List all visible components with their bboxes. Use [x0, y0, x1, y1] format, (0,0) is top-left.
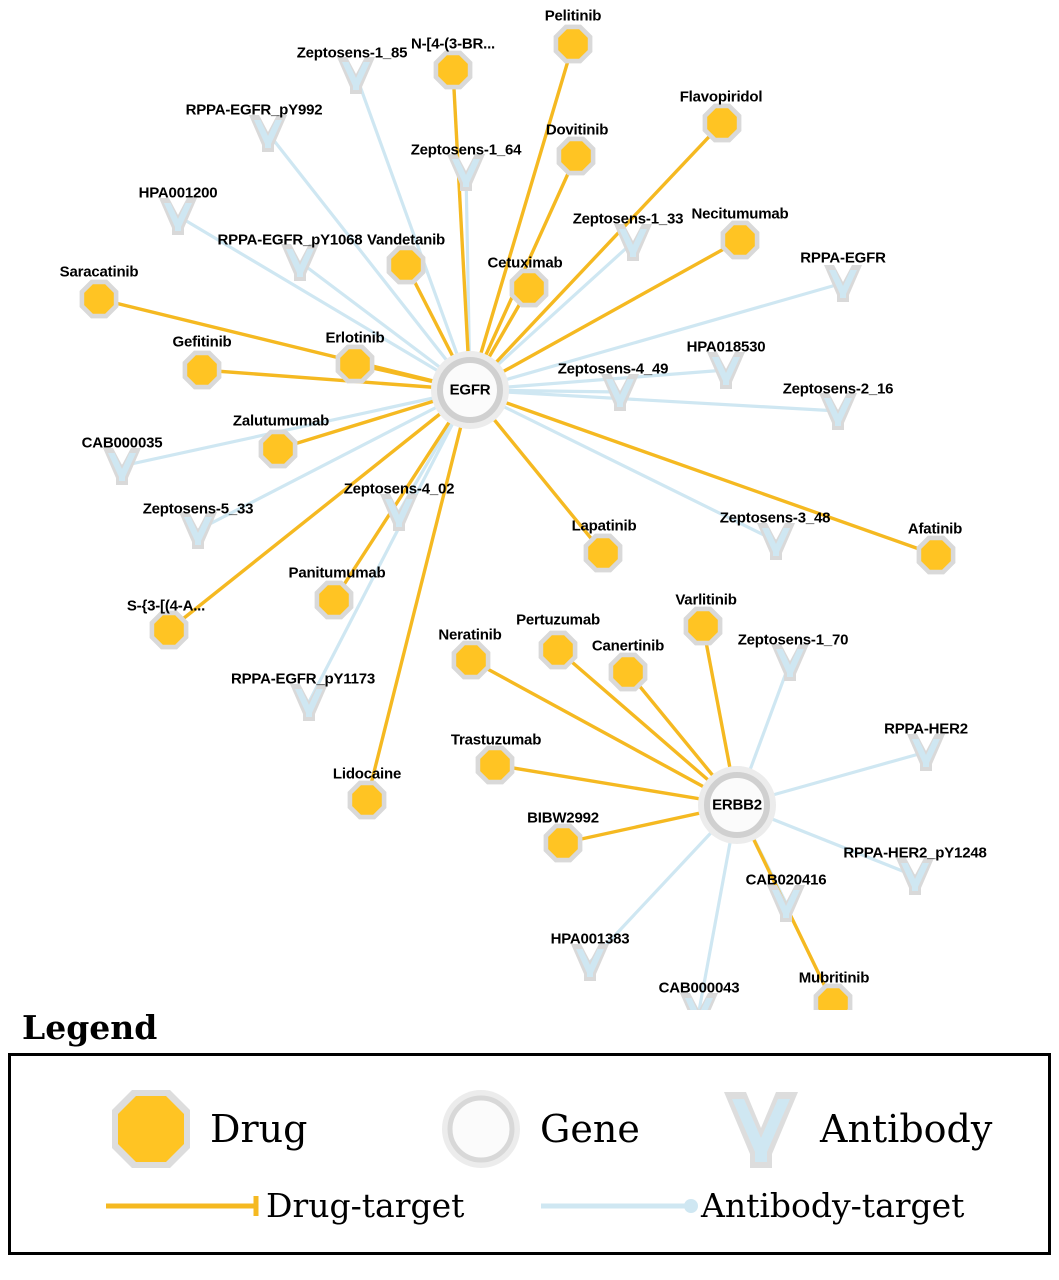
node-label: RPPA-EGFR_pY1068 [217, 231, 363, 249]
node-label: Zeptosens-2_16 [782, 380, 894, 398]
node-label: Dovitinib [545, 121, 609, 139]
node-label: Zeptosens-3_48 [719, 509, 831, 527]
drug-shape [725, 225, 755, 255]
drug-node[interactable] [684, 607, 723, 646]
node-label: Vandetanib [366, 231, 446, 249]
drug-node[interactable] [452, 641, 491, 680]
legend-label-drug-edge: Drug-target [266, 1186, 465, 1225]
node-label: Lidocaine [332, 765, 402, 783]
node-label: Trastuzumab [450, 731, 542, 749]
drug-node[interactable] [315, 581, 354, 620]
drug-node[interactable] [539, 631, 578, 670]
antibody-node[interactable] [771, 644, 809, 681]
drug-shape [154, 615, 184, 645]
drug-shape [707, 108, 737, 138]
drug-node[interactable] [259, 430, 298, 469]
legend-title: Legend [22, 1008, 158, 1047]
node-label: EGFR [449, 381, 491, 399]
node-label: Varlitinib [675, 591, 737, 609]
legend [0, 1008, 1059, 1255]
drug-shape [456, 645, 486, 675]
drug-shape [438, 55, 468, 85]
drug-node[interactable] [814, 984, 853, 1010]
antibody-node[interactable] [103, 448, 141, 485]
drug-node[interactable] [348, 781, 387, 820]
drug-node[interactable] [387, 246, 426, 285]
node-label: Saracatinib [59, 263, 139, 281]
drug-edge [470, 44, 573, 390]
drug-node[interactable] [554, 25, 593, 64]
legend-item-gene [436, 1084, 640, 1174]
node-label: Afatinib [907, 520, 963, 538]
node-label: Zalutumumab [232, 412, 330, 430]
drug-shape [187, 355, 217, 385]
node-label: Zeptosens-4_02 [343, 480, 455, 498]
edges-layer [99, 44, 936, 1010]
node-label: HPA001200 [138, 184, 218, 202]
drug-shape [921, 540, 951, 570]
node-label: Zeptosens-1_85 [296, 44, 408, 62]
node-label: Lapatinib [571, 517, 637, 535]
antibody-node[interactable] [757, 523, 795, 560]
antibody-node[interactable] [290, 684, 328, 721]
legend-label-gene: Gene [540, 1107, 640, 1151]
node-label: Zeptosens-5_33 [142, 500, 254, 518]
node-label: RPPA-EGFR_pY992 [185, 101, 323, 119]
drug-shape [543, 635, 573, 665]
drug-shape [548, 828, 578, 858]
node-label: CAB000035 [81, 434, 163, 452]
legend-item-antibody-edge [541, 1186, 964, 1225]
antibody-node[interactable] [179, 512, 217, 549]
drug-icon [106, 1084, 196, 1174]
legend-label-antibody-edge: Antibody-target [701, 1186, 965, 1225]
node-label: Flavopiridol [679, 88, 763, 106]
drug-edge-icon [106, 1191, 266, 1221]
drug-shape [613, 657, 643, 687]
drug-shape [319, 585, 349, 615]
node-label: BIBW2992 [527, 809, 599, 827]
antibody-node[interactable] [824, 265, 862, 302]
antibody-node[interactable] [907, 734, 945, 771]
drug-shape [561, 141, 591, 171]
node-label: Zeptosens-1_64 [410, 141, 522, 159]
drug-shape [340, 349, 370, 379]
legend-item-drug-edge [106, 1186, 464, 1225]
node-label: Panitumumab [288, 564, 386, 582]
antibody-edge-icon [541, 1191, 701, 1221]
node-label: Pertuzumab [516, 611, 600, 629]
node-label: Necitumumab [691, 205, 789, 223]
drug-edge [470, 390, 936, 555]
node-label: RPPA-EGFR [800, 249, 886, 267]
antibody-node[interactable] [571, 944, 609, 981]
drug-node[interactable] [917, 536, 956, 575]
drug-node[interactable] [557, 137, 596, 176]
legend-edge-row [11, 1186, 1048, 1246]
drug-node[interactable] [609, 653, 648, 692]
antibody-node[interactable] [249, 115, 287, 152]
node-label: Neratinib [438, 626, 502, 644]
drug-shape [391, 250, 421, 280]
drug-shape [263, 434, 293, 464]
node-label: CAB000043 [658, 979, 740, 997]
node-label: Zeptosens-1_33 [572, 210, 684, 228]
node-label: Canertinib [591, 637, 665, 655]
drug-node[interactable] [336, 345, 375, 384]
drug-shape [514, 273, 544, 303]
legend-node-row [11, 1084, 1048, 1174]
node-label: Erlotinib [325, 329, 385, 347]
drug-node[interactable] [434, 51, 473, 90]
node-label: Zeptosens-1_70 [737, 631, 849, 649]
gene-icon [436, 1084, 526, 1174]
drug-node[interactable] [476, 746, 515, 785]
drug-shape [84, 284, 114, 314]
node-label: Pelitinib [544, 7, 602, 25]
node-label: CAB020416 [745, 871, 827, 889]
node-label: RPPA-HER2 [884, 720, 968, 738]
drug-shape [588, 538, 618, 568]
drug-node[interactable] [150, 611, 189, 650]
node-label: Gefitinib [172, 333, 232, 351]
drug-node[interactable] [544, 824, 583, 863]
drug-shape [558, 29, 588, 59]
legend-label-drug: Drug [210, 1107, 308, 1151]
drug-node[interactable] [510, 269, 549, 308]
legend-label-antibody: Antibody [820, 1107, 993, 1151]
antibody-node[interactable] [337, 57, 375, 94]
drug-node[interactable] [721, 221, 760, 260]
node-label: RPPA-EGFR_pY1173 [230, 670, 376, 688]
node-label: RPPA-HER2_pY1248 [843, 844, 987, 862]
drug-node[interactable] [183, 351, 222, 390]
drug-shape [352, 785, 382, 815]
antibody-node[interactable] [896, 858, 934, 895]
node-label: ERBB2 [712, 796, 762, 814]
node-label: N-[4-(3-BR... [410, 35, 496, 53]
antibody-node[interactable] [767, 885, 805, 922]
node-label: HPA018530 [686, 338, 766, 356]
node-label: Cetuximab [487, 254, 563, 272]
drug-node[interactable] [584, 534, 623, 573]
antibody-node[interactable] [159, 198, 197, 235]
antibody-node[interactable] [281, 244, 319, 281]
antibody-edge [309, 390, 470, 702]
node-label: Mubritinib [798, 969, 870, 987]
node-label: Zeptosens-4_49 [557, 360, 669, 378]
antibody-node[interactable] [447, 154, 485, 191]
legend-item-antibody [716, 1084, 992, 1174]
node-label: S-{3-[(4-A... [126, 597, 206, 615]
drug-node[interactable] [80, 280, 119, 319]
legend-box [8, 1053, 1051, 1255]
drug-shape [688, 611, 718, 641]
drug-node[interactable] [703, 104, 742, 143]
node-label: HPA001383 [550, 930, 630, 948]
antibody-icon [716, 1084, 806, 1174]
legend-item-drug [106, 1084, 307, 1174]
drug-shape [480, 750, 510, 780]
